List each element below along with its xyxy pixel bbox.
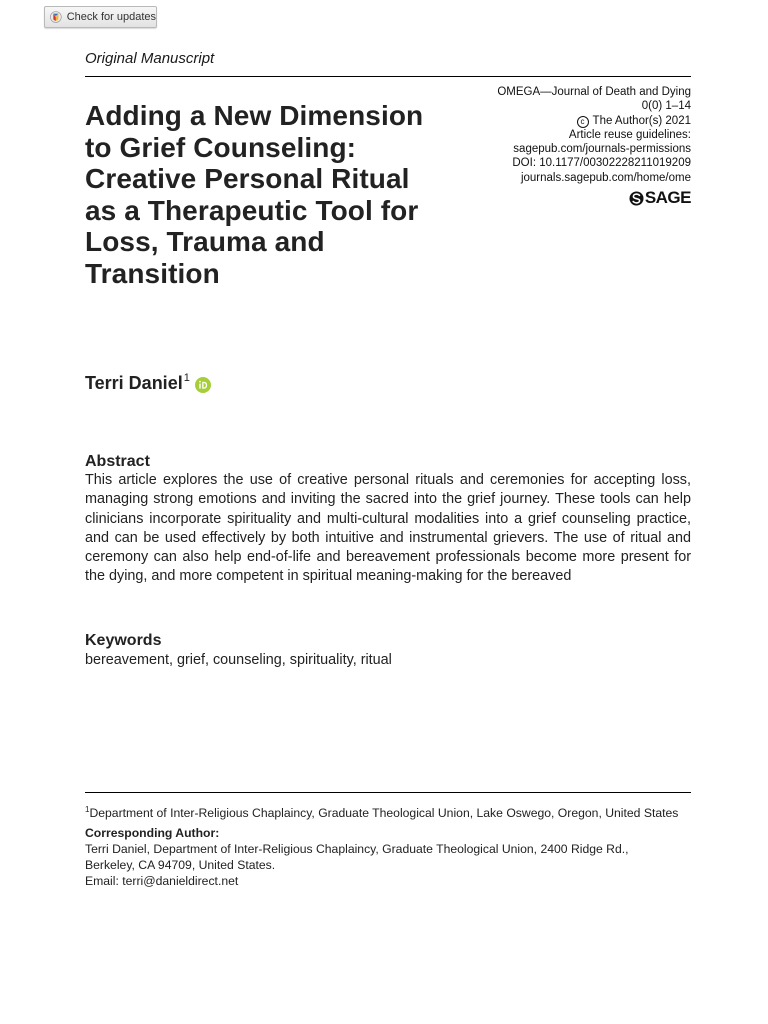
author-line bbox=[85, 373, 211, 394]
affiliation-footnote-text: Department of Inter-Religious Chaplaincy, Graduate Theological Union, Lake Oswego, Oregon, United States bbox=[89, 806, 679, 821]
keywords-heading: Keywords bbox=[85, 632, 162, 649]
article-title: Adding a New Dimension to Grief Counseling: Creative Personal Ritual as a Therapeutic Tool for Loss, Trauma and Transition bbox=[85, 100, 424, 289]
corresponding-author-email[interactable]: Email: terri@danieldirect.net bbox=[85, 874, 239, 889]
reuse-guidelines-link[interactable]: sagepub.com/journals-permissions bbox=[513, 143, 691, 156]
orcid-icon[interactable] bbox=[195, 377, 211, 393]
journal-volume: 0(0) 1–14 bbox=[641, 100, 691, 113]
corresponding-author-heading: Corresponding Author: bbox=[85, 826, 220, 841]
copyright-line bbox=[497, 114, 691, 128]
corresponding-author-address-line2: Berkeley, CA 94709, United States. bbox=[85, 858, 276, 873]
header-divider bbox=[85, 76, 691, 77]
copyright-icon: c bbox=[577, 116, 589, 128]
affiliation-footnote bbox=[85, 802, 691, 821]
check-for-updates-button[interactable] bbox=[44, 6, 157, 28]
journal-info bbox=[497, 85, 691, 185]
keywords-text: bereavement, grief, counseling, spirituality, ritual bbox=[85, 652, 392, 668]
corresponding-author-address-line1: Terri Daniel, Department of Inter-Religious Chaplaincy, Graduate Theological Union, 2400 Ridge Rd., bbox=[85, 842, 629, 857]
abstract-text: This article explores the use of creative personal rituals and ceremonies for accepting loss, managing strong emotions and inviting the sacred into the grief journey. These tools can help clinicians incorporate spirituality and multi-cultural modalities into a grief counseling practice, and can be used effectively by both intuitive and instrumental grievers. The use of ritual and ceremony can also help end-of-life and bereavement professionals become more present for the dying, and more competent in spiritual meaning-making for the bereaved bbox=[85, 472, 691, 585]
reuse-guidelines-label: Article reuse guidelines: bbox=[568, 128, 691, 141]
journal-home-link[interactable]: journals.sagepub.com/home/ome bbox=[520, 171, 691, 184]
abstract-heading: Abstract bbox=[85, 453, 150, 470]
copyright-text: The Author(s) 2021 bbox=[592, 114, 691, 127]
author-affiliation-mark: 1 bbox=[183, 372, 190, 384]
sage-logo bbox=[629, 188, 691, 208]
sage-logo-icon bbox=[629, 191, 644, 206]
check-for-updates-label: Check for updates bbox=[66, 11, 156, 23]
footnote-divider bbox=[85, 792, 691, 793]
sage-logo-text: SAGE bbox=[644, 188, 691, 207]
affiliation-footnote-mark: 1 bbox=[85, 805, 90, 814]
doi-link[interactable]: DOI: 10.1177/00302228211019209 bbox=[512, 157, 691, 170]
author-name: Terri Daniel bbox=[85, 373, 183, 393]
crossmark-icon bbox=[50, 10, 62, 24]
footnotes bbox=[85, 802, 691, 889]
article-type-label: Original Manuscript bbox=[85, 50, 215, 67]
journal-name: OMEGA—Journal of Death and Dying bbox=[497, 86, 691, 98]
